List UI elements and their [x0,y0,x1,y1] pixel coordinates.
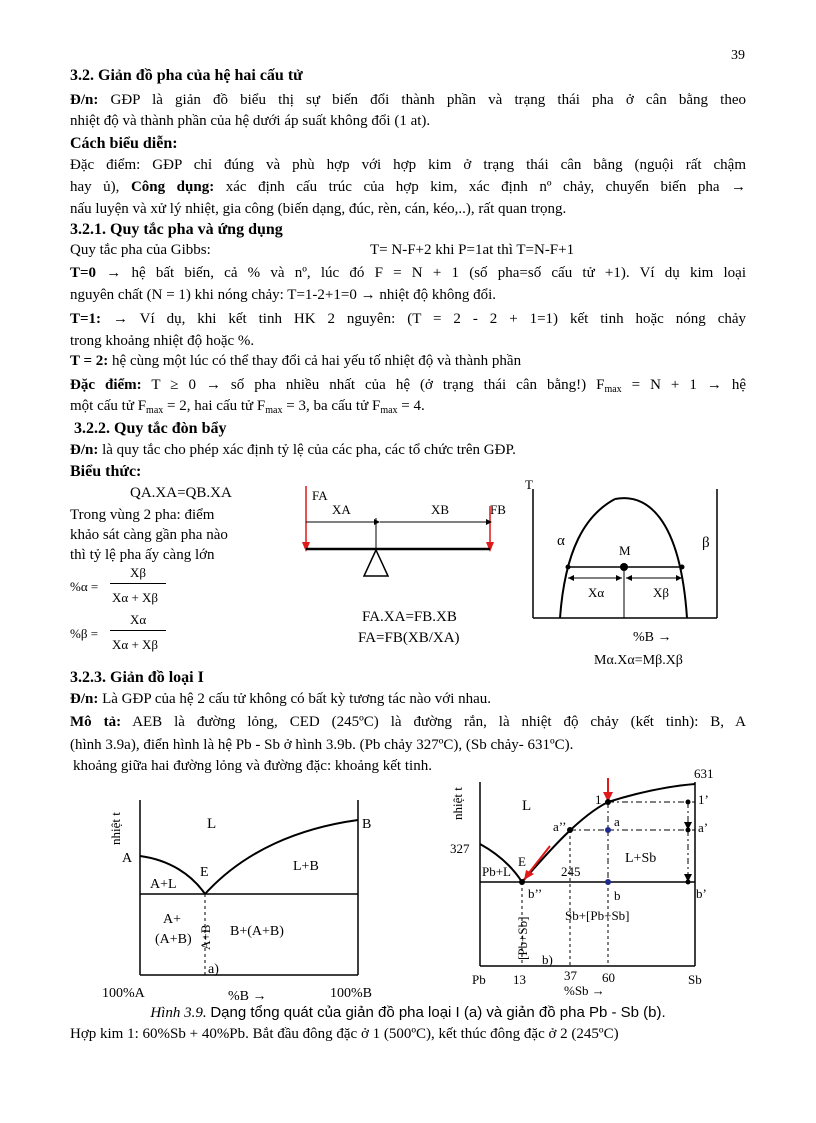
label-xa: XA [332,502,351,517]
gibbs-formula: T= N-F+2 khi P=1at thì T=N-F+1 [370,242,575,258]
svg-text:631: 631 [694,766,714,781]
svg-text:Xα: Xα [588,585,605,600]
svg-text:Mα.Xα=Mβ.Xβ: Mα.Xα=Mβ.Xβ [594,653,683,668]
svg-text:L: L [522,798,532,814]
svg-text:60: 60 [602,970,615,985]
diagram-pb-sb [440,760,740,1000]
label-fb: FB [490,502,506,517]
section-3-2-title: 3.2. Giản đồ pha của hệ hai cấu tử [70,67,303,84]
feature-rule-line-2: một cấu tử $F_{max} = 2$, hai cấu tử $F_{max} = 3$, ba cấu tử $F_{max} = 4$. [70,398,425,416]
point-1 [605,799,611,805]
svg-text:1: 1 [595,792,602,807]
svg-text:Sb+[Pb+Sb]: Sb+[Pb+Sb] [565,908,630,923]
svg-text:B: B [362,817,372,832]
alloy-1-line: Hợp kim 1: 60%Sb + 40%Pb. Bắt đầu đông đặc ở 1 (500ºC), kết thúc đông đặc ở 2 (245ºC) [70,1026,619,1042]
label-xb: XB [431,502,450,517]
figure-caption: Hình 3.9. Dạng tổng quát của giản đồ pha loại I (a) và giản đồ pha Pb - Sb (b). [150,1004,666,1021]
t0-line-1: T=0 → hệ bất biến, cả % và nº, lúc đó F = N + 1 (số pha=số cấu tử +1). Ví dụ kim loại [70,265,747,281]
lever-equation-2: FA=FB(XB/XA) [358,630,460,646]
svg-text:Pb+L: Pb+L [482,864,512,879]
t1-line-2: trong khoảng nhiệt độ hoặc %. [70,333,255,349]
svg-text:T: T [525,477,533,492]
liquidus-right [205,820,358,894]
lever-note: Trong vùng 2 pha: điểm khảo sát càng gần pha nào thì tỷ lệ pha ấy càng lớn [70,507,228,563]
lever-equation-1: FA.XA=FB.XB [362,609,457,625]
t0-line-2: nguyên chất (N = 1) khi nóng chảy: T=1-2+1=0 → nhiệt độ không đổi. [70,287,496,303]
svg-text:100%A: 100%A [102,986,145,1001]
svg-text:A+B: A+B [198,924,213,950]
svg-text:a): a) [208,962,219,977]
svg-text:nhiệt t: nhiệt t [450,787,465,820]
svg-text:E: E [200,865,209,880]
svg-text:%B →: %B → [228,989,267,1004]
definition-line-1: Đ/n: GĐP là giản đồ biểu thị sự biến đổi thành phần và trạng thái pha ở cân bằng theo [70,92,746,108]
svg-text:1’: 1’ [698,792,709,807]
alpha-boundary [560,499,615,618]
svg-text:13: 13 [513,972,526,987]
svg-text:b’: b’ [696,886,707,901]
section-3-2-1-title: 3.2.1. Quy tắc pha và ứng dụng [70,221,283,238]
two-phase-region-diagram [515,475,735,670]
lever-main-formula: QA.XA=QB.XA [130,485,232,501]
definition-line-2: nhiệt độ và thành phần của hệ dưới áp suất không đổi (1 at). [70,113,431,129]
alpha-label: α [557,533,565,549]
svg-text:a’: a’ [698,820,709,835]
feature-line-3: nấu luyện và xử lý nhiệt, gia công (biến dạng, đúc, rèn, cán, kéo,..), rất quan trọng. [70,201,567,217]
svg-text:L: L [207,816,217,832]
description-line-2: (hình 3.9a), điển hình là hệ Pb - Sb ở hình 3.9b. (Pb chảy 327ºC), (Sb chảy- 631ºC). [70,737,574,753]
lever-definition: Đ/n: là quy tắc cho phép xác định tỷ lệ của các pha, các tổ chức trên GĐP. [70,442,516,458]
svg-text:37: 37 [564,968,577,983]
svg-text:b): b) [542,952,553,967]
diagram-type-1-general [100,790,400,1010]
svg-text:a: a [614,814,620,829]
expression-heading: Biểu thức: [70,463,142,480]
beta-label: β [702,535,710,551]
lever-diagram [290,478,510,653]
svg-text:L+B: L+B [293,859,319,874]
section-3-2-3-title: 3.2.3. Giản đồ loại I [70,669,204,686]
svg-text:a’’: a’’ [553,819,567,834]
feature-rule-line-1: Đặc điểm: T ≥ 0 → số pha nhiều nhất của hệ (ở trạng thái cân bằng!) $F_{max} = N + 1$ → hệ [70,377,746,395]
svg-text:b: b [614,888,621,903]
svg-text:A: A [122,851,133,866]
svg-text:b’’: b’’ [528,886,543,901]
t2-line: T = 2: hệ cùng một lúc có thể thay đổi cả hai yếu tố nhiệt độ và thành phần [70,353,522,369]
page-number: 39 [731,48,745,63]
description-line-3: khoảng giữa hai đường lỏng và đường đặc: khoảng kết tinh. [73,758,432,774]
feature-line-1: Đặc điểm: GĐP chỉ đúng và phù hợp với hợp kim ở trạng thái cân bằng (nguội rất chậm [70,157,746,173]
svg-text:245: 245 [561,864,581,879]
svg-text:[Pb+Sb]: [Pb+Sb] [515,916,530,960]
gibbs-rule-line: Quy tắc pha của Gibbs: T= N-F+2 khi P=1at thì T=N-F+1 [70,242,575,258]
svg-text:A+: A+ [163,912,182,927]
svg-text:%Sb →: %Sb → [564,983,605,998]
beta-boundary [615,498,687,618]
label-fa: FA [312,488,328,503]
svg-text:(A+B): (A+B) [155,932,192,947]
svg-text:L+Sb: L+Sb [625,851,657,866]
svg-text:A+L: A+L [150,877,177,892]
section-3-2-2-title: 3.2.2. Quy tắc đòn bẩy [74,420,227,437]
description-line-1: Mô tả: AEB là đường lỏng, CED (245ºC) là đường rắn, là nhiệt độ chảy (kết tinh): B, A [70,714,746,730]
svg-text:100%B: 100%B [330,986,372,1001]
type1-definition: Đ/n: Là GĐP của hệ 2 cấu tử không có bất kỳ tương tác nào với nhau. [70,691,492,707]
feature-line-2: hay ủ), Công dụng: xác định cấu trúc của hợp kim, xác định nº chảy, chuyển biến pha → [70,179,747,195]
point-b [605,879,611,885]
svg-text:B+(A+B): B+(A+B) [230,924,284,939]
representation-heading: Cách biểu diễn: [70,135,178,152]
svg-text:M: M [619,543,631,558]
svg-text:%B →: %B → [633,630,672,645]
svg-text:E: E [518,854,526,869]
t1-line-1: T=1: → Ví dụ, khi kết tinh HK 2 nguyên: (T = 2 - 2 + 1=1) kết tinh hoặc nóng chảy [70,311,747,327]
svg-text:327: 327 [450,841,470,856]
svg-text:nhiệt t: nhiệt t [108,812,123,845]
svg-text:Sb: Sb [688,972,702,987]
fulcrum [364,550,388,576]
point-a [605,827,611,833]
svg-text:Xβ: Xβ [653,585,670,600]
svg-text:Pb: Pb [472,972,486,987]
